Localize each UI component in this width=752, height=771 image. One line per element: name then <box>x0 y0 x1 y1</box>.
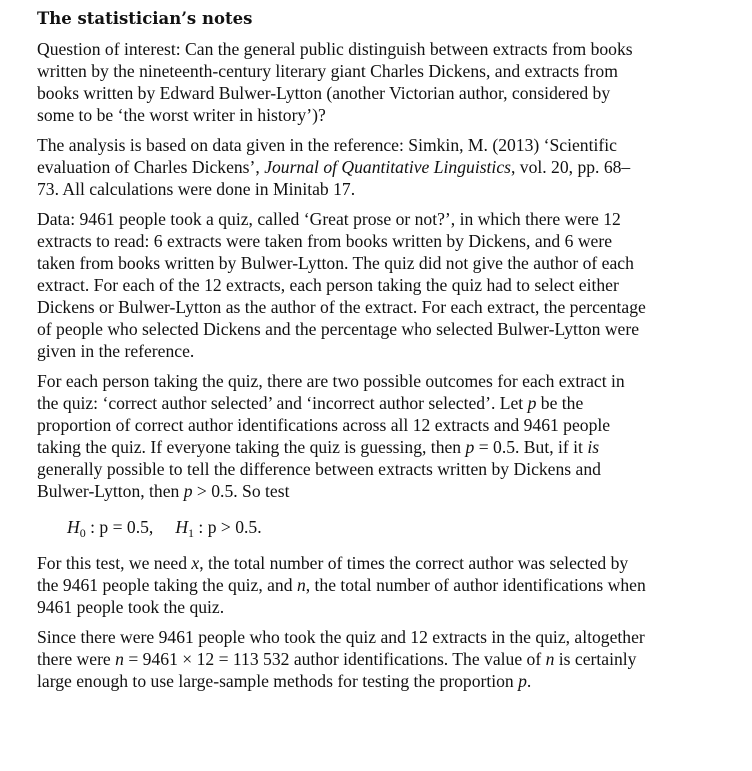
h1-subscript: 1 <box>188 526 195 540</box>
math-p: p <box>527 393 537 413</box>
h0-subscript: 0 <box>79 526 86 540</box>
emphasis-is: is <box>587 437 600 457</box>
proportion-text-b: be the proportion of correct author identifications across all 12 extracts and 9461 people taking the quiz. If everyone taking the quiz is guessing, then <box>37 393 611 457</box>
math-p: p <box>465 437 475 457</box>
hypotheses-formula <box>67 516 738 540</box>
proportion-text-d: generally possible to tell the difference between extracts written by Dickens and Bulwer-Lytton, then <box>37 459 601 501</box>
sample-text-d: . <box>526 671 532 691</box>
sample-text-a: Since there were 9461 people who took the quiz and 12 extracts in the quiz, altogether there were <box>37 627 645 669</box>
h0-letter: H <box>67 517 80 537</box>
sample-size-paragraph <box>37 626 647 692</box>
journal-title: Journal of Quantitative Linguistics <box>264 157 511 177</box>
h1-letter: H <box>175 517 189 537</box>
math-p: p <box>518 671 527 691</box>
math-n: n <box>296 575 306 595</box>
math-p: p <box>183 481 193 501</box>
proportion-paragraph <box>37 370 647 502</box>
math-x: x <box>191 553 200 573</box>
math-n: n <box>115 649 124 669</box>
notes-heading: The statistician’s notes <box>37 9 253 28</box>
proportion-text-a: For each person taking the quiz, there are two possible outcomes for each extract in the quiz: ‘correct author selected’ and ‘incorrect author selected’. Let <box>37 371 625 413</box>
reference-text-a: The analysis is based on data given in the reference: Simkin, M. (2013) ‘Scientific evaluation of Charles Dickens’, <box>37 135 617 177</box>
test-needs-paragraph <box>37 552 647 618</box>
test-text-b: , the total number of times the correct author was selected by the 9461 people taking the quiz, and <box>37 553 629 595</box>
math-n: n <box>545 649 555 669</box>
h0-rest: : p = 0.5, <box>85 517 154 537</box>
test-text-c: , the total number of author identifications when 9461 people took the quiz. <box>37 575 646 617</box>
reference-text-b: , vol. 20, pp. 68–73. All calculations were done in Minitab 17. <box>37 157 631 199</box>
test-text-a: For this test, we need <box>37 553 192 573</box>
h1-rest: : p > 0.5. <box>194 517 262 537</box>
proportion-text-e: > 0.5. So test <box>192 481 290 501</box>
sample-text-b: = 9461 × 12 = 113 532 author identifications. The value of <box>123 649 546 669</box>
question-paragraph: Question of interest: Can the general public distinguish between extracts from books written by the nineteenth-century literary giant Charles Dickens, and extracts from books written by Edward Bulwer-Lytton (another Victorian author, considered by some to be ‘the worst writer in history’)? <box>37 39 633 125</box>
reference-paragraph <box>37 134 647 200</box>
data-paragraph: Data: 9461 people took a quiz, called ‘Great prose or not?’, in which there were 12 extracts to read: 6 extracts were taken from books written by Dickens, and 6 were taken from books written by Bulwer-Lytton. The quiz did not give the author of each extract. For each of the 12 extracts, each person taking the quiz had to select either Dickens or Bulwer-Lytton as the author of the extract. For each extract, the percentage of people who selected Dickens and the percentage who selected Bulwer-Lytton were given in the reference. <box>37 209 646 361</box>
sample-text-c: is certainly large enough to use large-sample methods for testing the proportion <box>37 649 637 691</box>
proportion-text-c: = 0.5. But, if it <box>474 437 588 457</box>
